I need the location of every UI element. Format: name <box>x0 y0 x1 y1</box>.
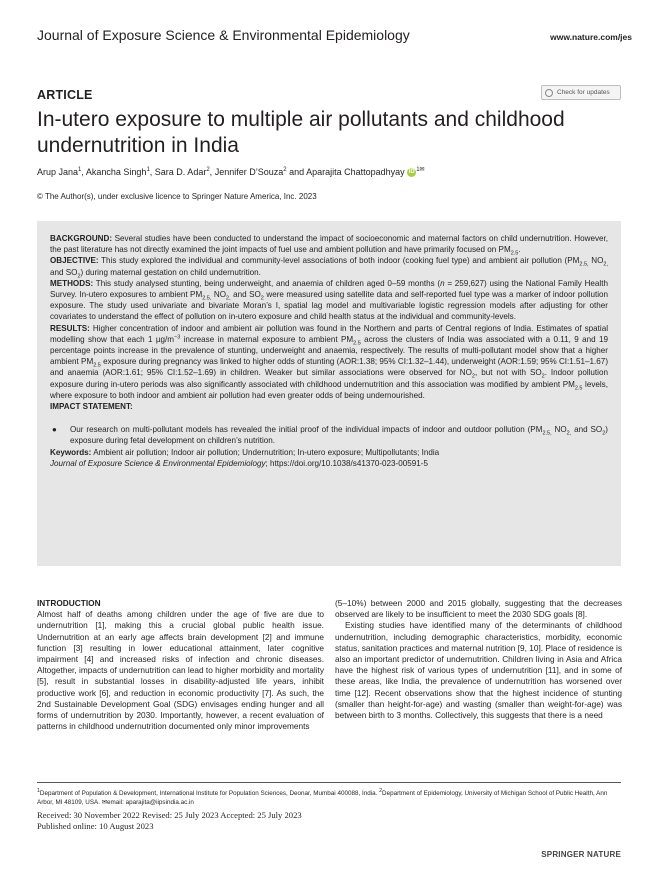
publication-dates: Received: 30 November 2022 Revised: 25 July 2023 Accepted: 25 July 2023 Published online: 10 August 2023 <box>37 810 302 831</box>
author-affiliation: 2 <box>206 167 210 173</box>
author-name[interactable]: Jennifer D’Souza <box>214 167 284 177</box>
author-affiliation: 1 <box>146 167 150 173</box>
body-paragraph: Existing studies have identified many of the determinants of childhood undernutrition, including demographic characteristics, morbidity, economic status, sanitation practices and maternal nutrition [9, 10]. Place of residence is also an important predictor of undernutrition. Children living in Asia and Africa have the highest risk of various types of undernutrition [11], and in some of these areas, like India, the prevalence of undernutrition has worsened over time [12]. Recent observations show that the highest incidence of stunting (smaller than height-for-age) and wasting (smaller than weight-for-age) was between birth to 3 months. Collectively, this suggests that there is a need <box>335 620 622 721</box>
page-title: In-utero exposure to multiple air pollutants and childhood undernutrition in India <box>37 108 565 157</box>
impact-statement-heading: IMPACT STATEMENT: <box>50 402 133 412</box>
journal-url[interactable]: www.nature.com/jes <box>550 32 632 42</box>
author-name[interactable]: Arup Jana <box>37 167 79 177</box>
abstract-methods: METHODS: This study analysed stunting, being underweight, and anaemia of children aged 0–59 months (n = 259,627) using the National Family Health Survey. In-utero exposures to ambient $PM_{2.5,}$ $NO_{2,}$ and $SO_2$ were measured using satellite data and self-reported fuel type was a marker of indoor pollution exposure. The study used univariate and bivariate Moran’s I, spatial lag model and multivariable logistic regression models after adjusting for other covariates to understand the effect of pollution on in-utero exposure and child health status at the individual and community-levels. <box>50 278 608 322</box>
body-column-left <box>37 598 324 732</box>
author-name[interactable]: Sara D. Adar <box>154 167 207 177</box>
author-name[interactable]: Aparajita Chattopadhyay <box>306 167 405 177</box>
section-heading: INTRODUCTION <box>37 598 101 608</box>
abstract-box <box>37 221 621 566</box>
abstract-objective: OBJECTIVE: This study explored the individual and community-level associations of both indoor (cooking fuel type) and ambient air pollution ($PM_{2.5,}$ $NO_{2,}$ and $SO_2$) during maternal gestation on child undernutrition. <box>50 256 608 280</box>
author-affiliation: 1 <box>78 167 82 173</box>
body-paragraph: Almost half of deaths among children under the age of five are due to undernutrition [1], making this a crucial global public health issue. Undernutrition at an early age affects brain development [2] and immune function [3] resulting in lower educational attainment, later cognitive impairment [4] and increased risks of infection and chronic diseases. Altogether, impacts of undernutrition can lead to higher morbidity and mortality [5], result in substantial losses in disability-adjusted life years, inhibit productive work [6], and reduction in economic productivity [7]. As such, the 2nd Sustainable Development Goal (SDG) envisages ending hunger and all forms of undernutrition by 2030. Importantly, however, a recent evaluation of patterns in childhood undernutrition documented only minor improvements <box>37 609 324 732</box>
body-column-right <box>335 598 622 721</box>
refresh-icon <box>545 89 553 97</box>
check-updates-label: Check for updates <box>557 89 610 96</box>
doi-link[interactable]: ; https://doi.org/10.1038/s41370-023-00591-5 <box>265 458 428 468</box>
journal-name: Journal of Exposure Science & Environmental Epidemiology <box>37 27 410 43</box>
body-paragraph: (5–10%) between 2000 and 2015 globally, suggesting that the decreases observed are likely to be insufficient to meet the 2030 SDG goals [8]. <box>335 598 622 620</box>
author-affiliation: 2 <box>283 167 287 173</box>
author-name[interactable]: Akancha Singh <box>85 167 147 177</box>
publisher-logo: SPRINGER NATURE <box>541 850 621 859</box>
bullet-icon: ● <box>52 425 57 435</box>
author-affiliation: 1✉ <box>416 167 425 173</box>
impact-bullet-item <box>50 424 608 446</box>
copyright-notice: © The Author(s), under exclusive licence to Springer Nature America, Inc. 2023 <box>37 192 317 201</box>
citation: Journal of Exposure Science & Environmental Epidemiology; https://doi.org/10.1038/s41370-023-00591-5 <box>50 458 428 468</box>
email-link[interactable]: ✉email: aparajita@iipsindia.ac.in <box>101 799 194 807</box>
check-updates-button[interactable] <box>541 85 621 100</box>
abstract-background: BACKGROUND: Several studies have been conducted to understand the impact of socioeconomic and maternal factors on child undernutrition. However, the past literature has not directly examined the joint impacts of fuel use and ambient pollution and have primarily focused on $PM_{2.5}$. <box>50 234 608 257</box>
keywords: Keywords: Ambient air pollution; Indoor air pollution; Undernutrition; In-utero exposure; Multipollutants; India <box>50 447 440 457</box>
author-list: Arup Jana$^1$, Akancha Singh$^1$, Sara D. Adar$^2$, Jennifer D’Souza$^2$ and Aparajita Chattopadhyay iD $^{1✉}$ <box>37 167 425 177</box>
article-type: ARTICLE <box>37 88 93 102</box>
footnote-divider <box>37 782 621 783</box>
orcid-icon[interactable]: iD <box>408 169 415 176</box>
abstract-results: RESULTS: Higher concentration of indoor and ambient air pollution was found in the Northern and parts of Central regions of India. Estimates of spatial modelling show that each 1 $\mu g/m^{-3}$ increase in maternal exposure to ambient $PM_{2.5}$ across the clusters of India was associated with a 0.11, 9 and 19 percentage points increase in the prevalence of stunting, underweight and anaemia, respectively. The results of multi-pollutant model show that a higher ambient $PM_{2.5}$ exposure during pregnancy was linked to higher odds of stunting (AOR:1.38; 95% CI:1.32–1.44), underweight (AOR:1.59; 95% CI:1.51–1.67) and anaemia (AOR:1.61; 95% CI:1.52–1.69) in children. Weaker but similar associations were observed for $NO_2$, but not with $SO_2$. Indoor pollution exposure during in-utero periods was also significantly associated with childhood undernutrition and this association was modified by ambient $PM_{2.5}$ levels, where exposure to both indoor and ambient air pollution had even greater odds of being undernourished. <box>50 323 609 400</box>
impact-text: Our research on multi-pollutant models has revealed the initial proof of the individual impacts of indoor and outdoor pollution ($PM_{2.5,}$ $NO_{2,}$ and $SO_2$) exposure during fetal development on children’s nutrition. <box>70 425 608 446</box>
affiliations: $^1$Department of Population & Development, International Institute for Population Sciences, Deonar, Mumbai 400088, India. $^2$Department of Epidemiology, University of Michigan School of Public Health, Ann Arbor, MI 48109, USA. ✉email: aparajita@iipsindia.ac.in <box>37 788 608 807</box>
